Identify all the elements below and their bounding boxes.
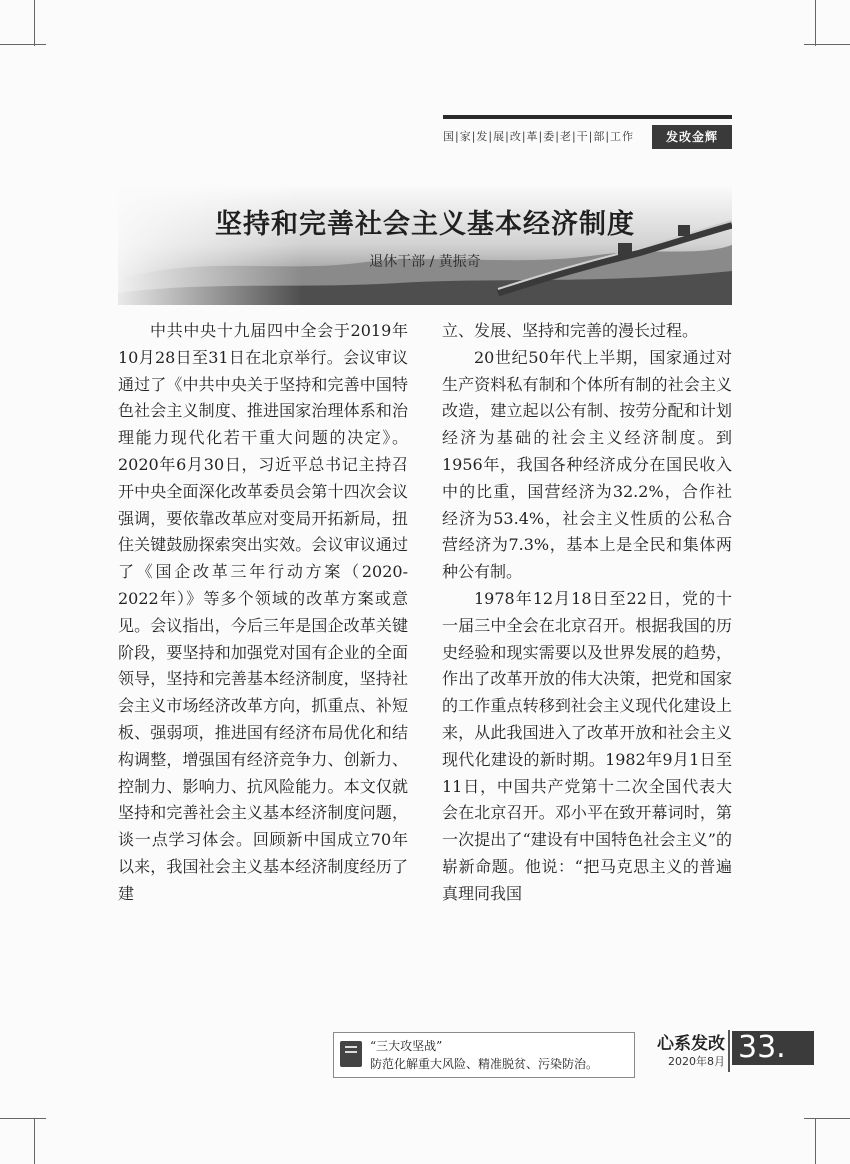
crop-mark — [34, 1118, 35, 1164]
footer-divider — [728, 1030, 730, 1072]
footer-quote: “三大攻坚战” — [370, 1039, 443, 1053]
paragraph: 1978年12月18日至22日，党的十一届三中全会在北京召开。根据我国的历史经验和现实需要以及世界发展的趋势，作出了改革开放的伟大决策，把党和国家的工作重点转移到社会主义现代化建设上来，从此我国进入了改革开放和社会主义现代化建设的新时期。1982年9月1日至11日，中国共产党第十二次全国代表大会在北京召开。邓小平在致开幕词时，第一次提出了“建设有中国特色社会主义”的崭新命题。他说：“把马克思主义的普遍真理同我国 — [442, 588, 732, 903]
right-column — [442, 318, 732, 998]
header-org: 国|家|发|展|改|革|委|老|干|部|工作 — [443, 130, 635, 143]
crop-mark — [0, 44, 46, 45]
footer-slogan-box — [333, 1032, 635, 1078]
header-rule — [443, 115, 732, 119]
article-byline: 退休干部 / 黄振奇 — [369, 254, 481, 270]
crop-mark — [34, 0, 35, 46]
magazine-name: 心系发改 — [657, 1034, 725, 1054]
left-column — [118, 318, 408, 998]
paragraph-continuation: 立、发展、坚持和完善的漫长过程。 — [442, 321, 699, 340]
crop-mark — [804, 1118, 850, 1119]
crop-mark — [0, 1118, 46, 1119]
issue-date: 2020年8月 — [668, 1055, 725, 1068]
header-logo: 发改金辉 — [652, 125, 732, 149]
crop-mark — [804, 44, 850, 45]
footer-desc: 防范化解重大风险、精准脱贫、污染防治。 — [370, 1057, 599, 1071]
paragraph: 中共中央十九届四中全会于2019年10月28日至31日在北京举行。会议审议通过了《中共中央关于坚持和完善中国特色社会主义制度、推进国家治理体系和治理能力现代化若干重大问题的决定》。2020年6月30日，习近平总书记主持召开中央全面深化改革委员会第十四次会议强调，要依靠改革应对变局开拓新局，扭住关键鼓励探索突出实效。会议审议通过了《国企改革三年行动方案（2020-2022年）》等多个领域的改革方案或意见。会议指出，今后三年是国企改革关键阶段，要坚持和加强党对国有企业的全面领导，坚持和完善基本经济制度，坚持社会主义市场经济改革方向，抓重点、补短板、强弱项，推进国有经济布局优化和结构调整，增强国有经济竞争力、创新力、控制力、影响力、抗风险能力。本文仅就坚持和完善社会主义基本经济制度问题，谈一点学习体会。回顾新中国成立70年以来，我国社会主义基本经济制度经历了建 — [118, 321, 408, 903]
crop-mark — [815, 0, 816, 46]
page-number: 33. — [732, 1031, 814, 1065]
article-title: 坚持和完善社会主义基本经济制度 — [215, 209, 635, 240]
book-icon — [340, 1041, 362, 1067]
paragraph: 20世纪50年代上半期，国家通过对生产资料私有制和个体所有制的社会主义改造，建立起以公有制、按劳分配和计划经济为基础的社会主义经济制度。到1956年，我国各种经济成分在国民收入中的比重，国营经济为32.2%，合作社经济为53.4%，社会主义性质的公私合营经济为7.3%，基本上是全民和集体两种公有制。 — [442, 347, 732, 582]
crop-mark — [815, 1118, 816, 1164]
